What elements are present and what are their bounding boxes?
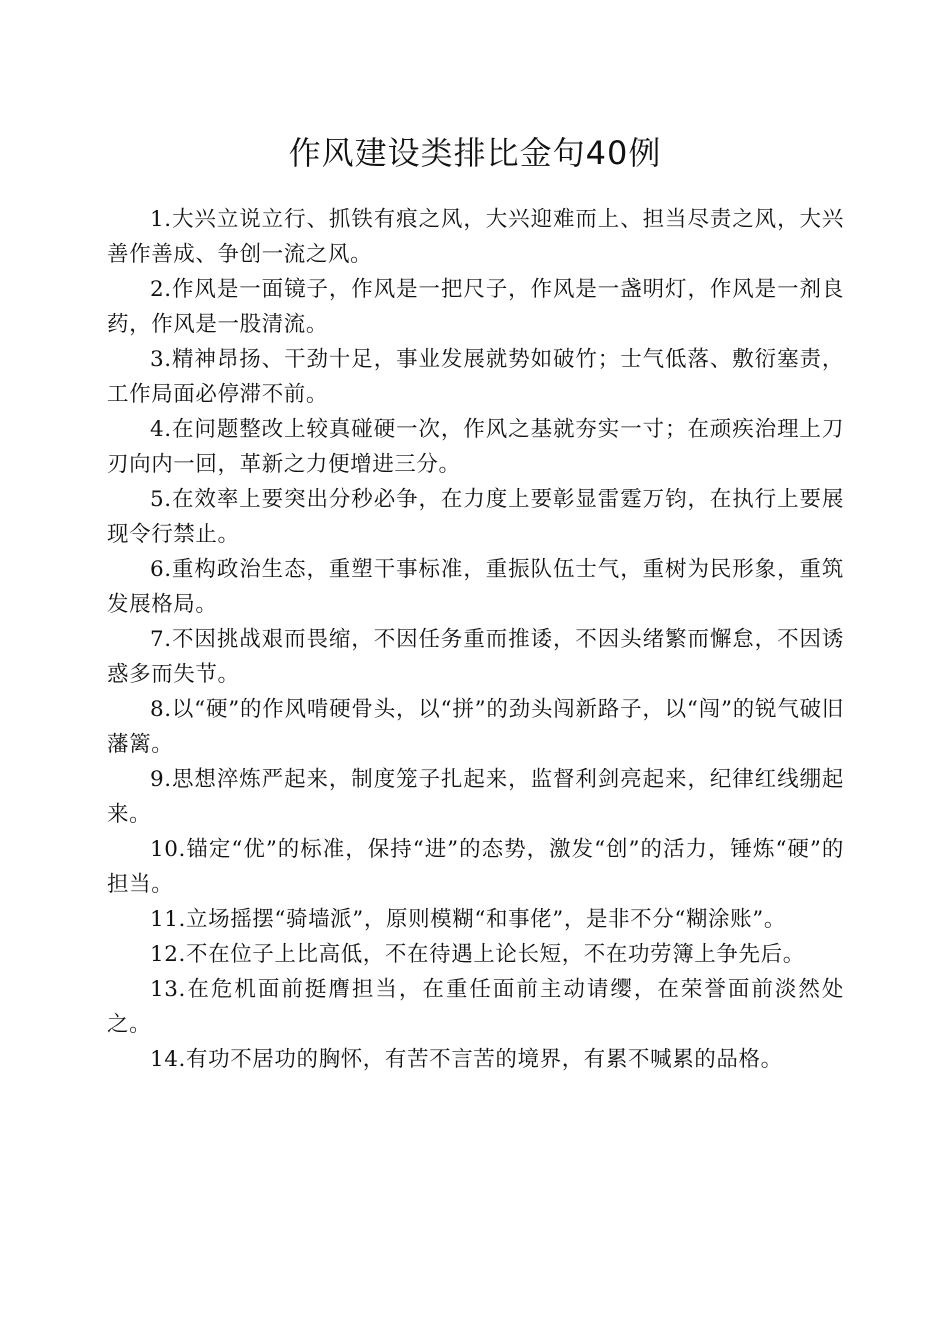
paragraph-4: 4.在问题整改上较真碰硬一次，作风之基就夯实一寸；在顽疾治理上刀刃向内一回，革新之力便增进三分。 bbox=[107, 417, 844, 477]
paragraph-10: 10.锚定“优”的标准，保持“进”的态势，激发“创”的活力，锤炼“硬”的担当。 bbox=[107, 837, 844, 897]
paragraph-7: 7.不因挑战艰而畏缩，不因任务重而推诿，不因头绪繁而懈怠，不因诱惑多而失节。 bbox=[107, 627, 844, 687]
paragraph-1: 1.大兴立说立行、抓铁有痕之风，大兴迎难而上、担当尽责之风，大兴善作善成、争创一流之风。 bbox=[107, 207, 844, 267]
paragraph-6: 6.重构政治生态，重塑干事标准，重振队伍士气，重树为民形象，重筑发展格局。 bbox=[107, 557, 844, 617]
paragraph-12: 12.不在位子上比高低，不在待遇上论长短，不在功劳簿上争先后。 bbox=[150, 942, 805, 967]
document-body bbox=[107, 202, 844, 1077]
paragraph-11: 11.立场摇摆“骑墙派”，原则模糊“和事佬”，是非不分“糊涂账”。 bbox=[150, 907, 786, 932]
paragraph-5: 5.在效率上要突出分秒必争，在力度上要彰显雷霆万钧，在执行上要展现令行禁止。 bbox=[107, 487, 844, 547]
paragraph-13: 13.在危机面前挺膺担当，在重任面前主动请缨，在荣誉面前淡然处之。 bbox=[107, 977, 844, 1037]
paragraph-8: 8.以“硬”的作风啃硬骨头，以“拼”的劲头闯新路子，以“闯”的锐气破旧藩篱。 bbox=[107, 697, 844, 757]
paragraph-2: 2.作风是一面镜子，作风是一把尺子，作风是一盏明灯，作风是一剂良药，作风是一股清流。 bbox=[107, 277, 844, 337]
paragraph-9: 9.思想淬炼严起来，制度笼子扎起来，监督利剑亮起来，纪律红线绷起来。 bbox=[107, 767, 844, 827]
document-title: 作风建设类排比金句40例 bbox=[288, 134, 662, 172]
paragraph-14: 14.有功不居功的胸怀，有苦不言苦的境界，有累不喊累的品格。 bbox=[150, 1047, 783, 1072]
paragraph-3: 3.精神昂扬、干劲十足，事业发展就势如破竹；士气低落、敷衍塞责，工作局面必停滞不前。 bbox=[107, 347, 844, 407]
